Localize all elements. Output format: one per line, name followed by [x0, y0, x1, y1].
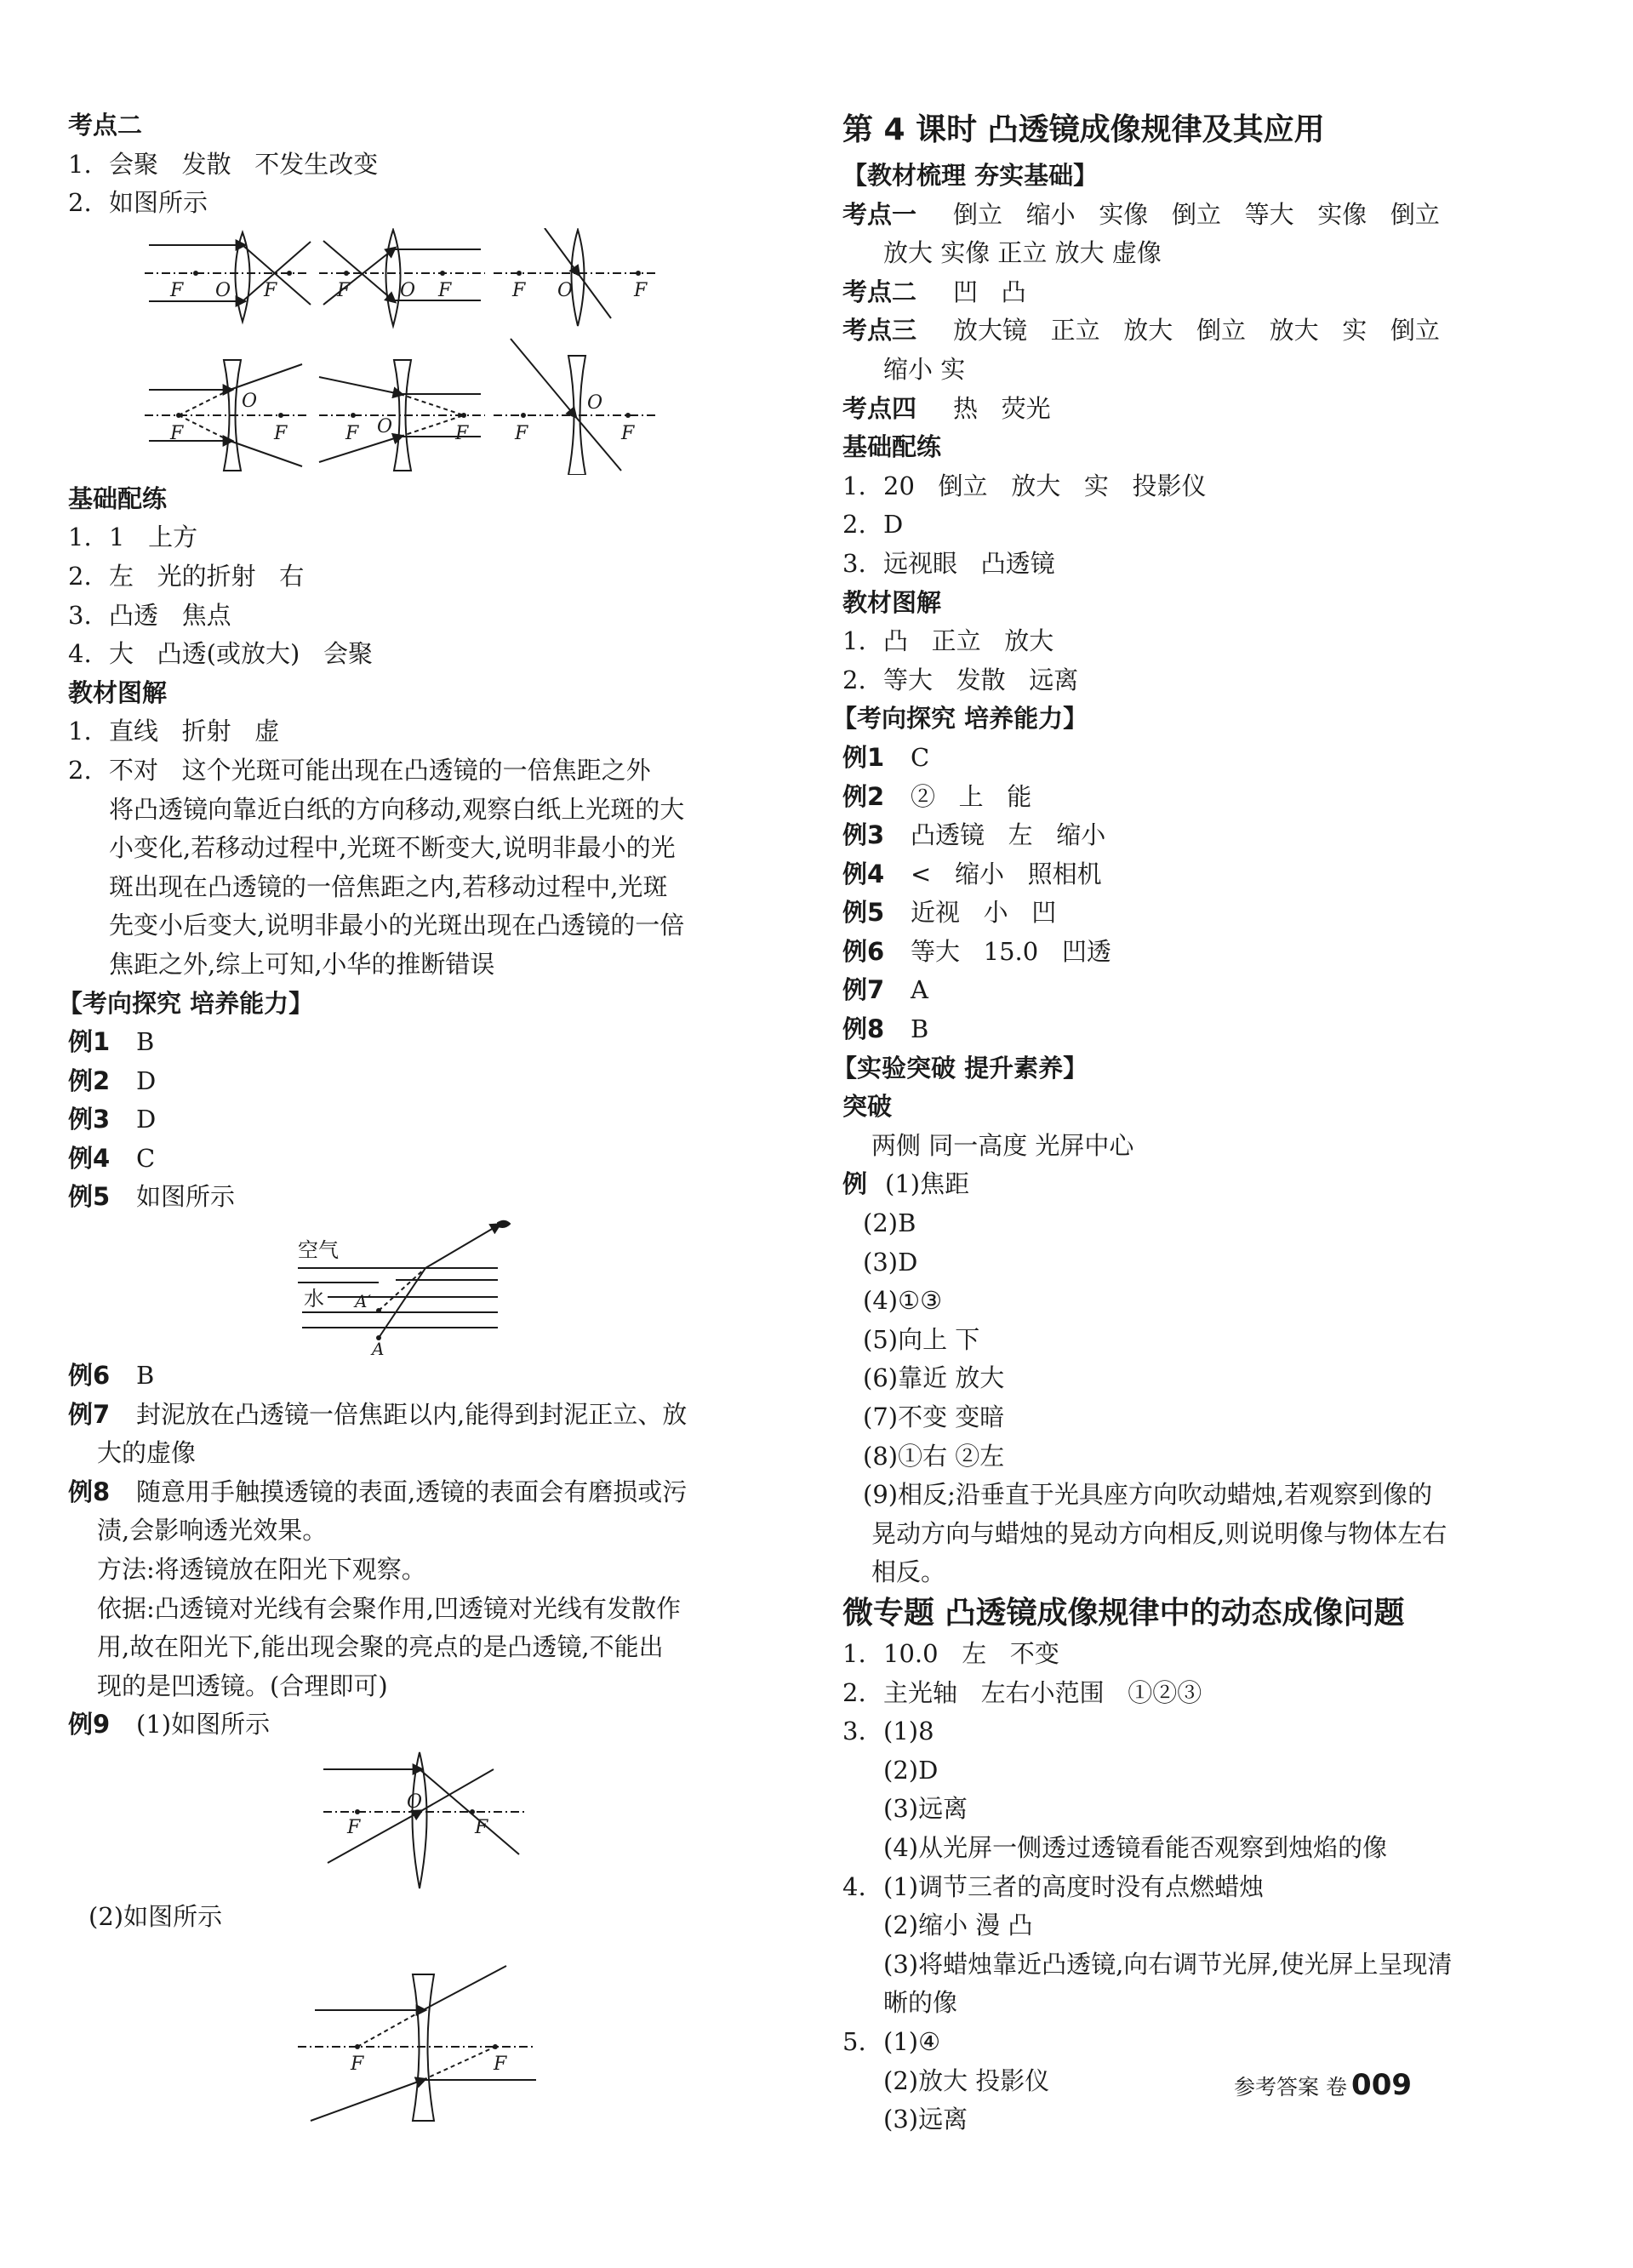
- optical-center-label: O: [400, 279, 416, 301]
- example-item: 例6 B: [68, 1361, 155, 1391]
- lens-diagrams-figure: [145, 228, 791, 475]
- list-item: (4)从光屏一侧透过透镜看能否观察到烛焰的像: [883, 1832, 1388, 1862]
- example-item: 例7 封泥放在凸透镜一倍焦距以内,能得到封泥正立、放: [68, 1399, 688, 1429]
- list-item: (7)不变 变暗: [863, 1403, 1005, 1431]
- focal-point-label: F: [455, 422, 469, 444]
- paragraph-line: 将凸透镜向靠近白纸的方向移动,观察白纸上光斑的大: [109, 794, 685, 824]
- section-heading: 基础配练: [68, 483, 168, 513]
- section-heading: 考点二: [68, 111, 143, 140]
- object-point-label: A: [372, 1339, 385, 1356]
- paragraph-line: (2)如图所示: [89, 1902, 223, 1931]
- list-item: 考点一 倒立 缩小 实像 倒立 等大 实像 倒立: [842, 199, 1440, 229]
- example-item: 例1 B: [68, 1027, 155, 1057]
- section-heading: 【考向探究 培养能力】: [832, 704, 1088, 734]
- list-item: 1. 会聚 发散 不发生改变: [68, 149, 379, 179]
- section-heading: 基础配练: [842, 432, 942, 462]
- list-item: 3. 凸透 焦点: [68, 600, 231, 630]
- list-item: 1. 1 上方: [68, 523, 198, 552]
- focal-point-label: F: [170, 279, 184, 301]
- paragraph-line: 依据:凸透镜对光线有会聚作用,凹透镜对光线有发散作: [97, 1593, 681, 1623]
- focal-point-label: F: [264, 279, 277, 301]
- paragraph-line: 渍,会影响透光效果。: [97, 1516, 328, 1545]
- optical-center-label: O: [215, 279, 231, 301]
- example-item: 例4 C: [68, 1143, 156, 1173]
- paragraph-line: 放大 实像 正立 放大 虚像: [883, 238, 1162, 268]
- list-item: 3. (1)8: [842, 1717, 934, 1746]
- paragraph-line: 缩小 实: [883, 354, 966, 384]
- section-heading: 教材图解: [68, 677, 168, 707]
- list-item: (4)①③: [863, 1286, 943, 1316]
- list-item: (3)将蜡烛靠近凸透镜,向右调节光屏,使光屏上呈现清: [883, 1949, 1453, 1979]
- focal-point-label: F: [515, 422, 528, 444]
- optical-center-label: O: [587, 391, 603, 414]
- list-item: 考点二 凹 凸: [842, 277, 1026, 306]
- example-item: 例9 (1)如图所示: [68, 1710, 271, 1740]
- section-heading: 突破: [842, 1092, 893, 1122]
- paragraph-line: 晃动方向与蜡烛的晃动方向相反,则说明像与物体左右: [871, 1518, 1447, 1548]
- list-item: 1. 10.0 左 不变: [842, 1638, 1059, 1668]
- paragraph-line: 相反。: [871, 1557, 946, 1587]
- list-item: 1. 20 倒立 放大 实 投影仪: [842, 471, 1207, 500]
- air-label: 空气: [298, 1238, 339, 1263]
- section-heading: 【教材梳理 夯实基础】: [842, 161, 1099, 190]
- example-item: 例2 D: [68, 1065, 157, 1095]
- list-item: (3)D: [863, 1247, 918, 1277]
- paragraph-line: 大的虚像: [97, 1438, 197, 1468]
- convex-lens-figure: [323, 1748, 545, 1893]
- example-item: 例3 D: [68, 1105, 157, 1134]
- left-column: [58, 106, 791, 2129]
- list-item: (2)D: [883, 1755, 939, 1785]
- list-item: (5)向上 下: [863, 1324, 980, 1354]
- refraction-figure: [294, 1219, 515, 1355]
- list-item: 4. 大 凸透(或放大) 会聚: [68, 639, 373, 669]
- list-item: 2. 如图所示: [68, 188, 208, 218]
- example-item: 例7 A: [842, 975, 928, 1005]
- page-number: 009: [1351, 2068, 1413, 2102]
- section-heading: 【考向探究 培养能力】: [58, 988, 314, 1018]
- example-item: 例2 ② 上 能: [842, 781, 1032, 811]
- paragraph-line: 方法:将透镜放在阳光下观察。: [97, 1555, 426, 1585]
- list-item: 1. 凸 正立 放大: [842, 626, 1054, 656]
- section-heading: 【实验突破 提升素养】: [832, 1053, 1088, 1083]
- example-item: 例3 凸透镜 左 缩小: [842, 820, 1106, 850]
- focal-point-label: F: [475, 1817, 488, 1838]
- list-item: 1. 直线 折射 虚: [68, 717, 280, 746]
- optical-center-label: O: [407, 1791, 423, 1813]
- page-footer: [1234, 2068, 1412, 2102]
- example-item: 例5 如图所示: [68, 1182, 236, 1212]
- image-point-label: A′: [355, 1291, 371, 1312]
- example-item: 例5 近视 小 凹: [842, 898, 1057, 928]
- focal-point-label: F: [634, 279, 648, 301]
- list-item: (2)缩小 漫 凸: [883, 1911, 1033, 1940]
- list-item: (8)①右 ②左: [863, 1441, 1005, 1471]
- optical-center-label: O: [557, 279, 574, 301]
- list-item: 2. 等大 发散 远离: [842, 665, 1079, 694]
- focal-point-label: F: [274, 422, 288, 444]
- list-item: (2)放大 投影仪: [883, 2065, 1050, 2095]
- focal-point-label: F: [345, 422, 359, 444]
- paragraph-line: 现的是凹透镜。(合理即可): [97, 1671, 388, 1700]
- example-item: 例 (1)焦距: [842, 1169, 970, 1199]
- focal-point-label: F: [438, 279, 452, 301]
- paragraph-line: 先变小后变大,说明非最小的光斑出现在凸透镜的一倍: [109, 911, 685, 940]
- focal-point-label: F: [621, 422, 635, 444]
- list-item: 2. D: [842, 510, 904, 540]
- focal-point-label: F: [170, 422, 184, 444]
- right-column: [832, 104, 1549, 2139]
- paragraph-line: 用,故在阳光下,能出现会聚的亮点的是凸透镜,不能出: [97, 1632, 664, 1662]
- list-item: 3. 远视眼 凸透镜: [842, 548, 1055, 578]
- focal-point-label: F: [494, 2053, 507, 2075]
- water-label: 水: [304, 1287, 324, 1311]
- footer-label: 参考答案 卷: [1234, 2075, 1347, 2099]
- list-item: 2. 主光轴 左右小范围 ①②③: [842, 1677, 1202, 1707]
- paragraph-line: 小变化,若移动过程中,光斑不断变大,说明非最小的光: [109, 833, 676, 863]
- section-heading: 教材图解: [842, 587, 942, 617]
- paragraph-line: 焦距之外,综上可知,小华的推断错误: [109, 949, 495, 979]
- optical-center-label: O: [242, 390, 258, 412]
- focal-point-label: F: [351, 2053, 364, 2075]
- list-item: 5. (1)④: [842, 2026, 941, 2056]
- list-item: 考点三 放大镜 正立 放大 倒立 放大 实 倒立: [842, 316, 1440, 346]
- focal-point-label: F: [337, 279, 351, 301]
- list-item: (2)B: [863, 1208, 916, 1238]
- example-item: 例4 < 缩小 照相机: [842, 859, 1102, 888]
- list-item: 考点四 热 荧光: [842, 393, 1051, 423]
- lesson-title: 第 4 课时 凸透镜成像规律及其应用: [842, 112, 1325, 147]
- example-item: 例8 B: [842, 1014, 929, 1044]
- concave-lens-figure: [298, 1942, 553, 2129]
- list-item: (3)远离: [883, 2105, 968, 2134]
- example-item: 例1 C: [842, 742, 930, 772]
- paragraph-line: 斑出现在凸透镜的一倍焦距之内,若移动过程中,光斑: [109, 871, 668, 901]
- list-item: 2. 不对 这个光斑可能出现在凸透镜的一倍焦距之外: [68, 755, 651, 785]
- focal-point-label: F: [512, 279, 526, 301]
- list-item: (3)远离: [883, 1794, 968, 1824]
- list-item: 4. (1)调节三者的高度时没有点燃蜡烛: [842, 1871, 1265, 1901]
- focal-point-label: F: [347, 1817, 361, 1838]
- optical-center-label: O: [377, 415, 393, 437]
- list-item: (6)靠近 放大: [863, 1363, 1005, 1393]
- micro-topic-title: 微专题 凸透镜成像规律中的动态成像问题: [842, 1595, 1405, 1631]
- list-item: (9)相反;沿垂直于光具座方向吹动蜡烛,若观察到像的: [863, 1480, 1433, 1510]
- example-item: 例8 随意用手触摸透镜的表面,透镜的表面会有磨损或污: [68, 1477, 688, 1506]
- paragraph-line: 晰的像: [883, 1988, 958, 2018]
- list-item: 2. 左 光的折射 右: [68, 561, 305, 591]
- example-item: 例6 等大 15.0 凹透: [842, 936, 1111, 966]
- paragraph-line: 两侧 同一高度 光屏中心: [871, 1130, 1134, 1160]
